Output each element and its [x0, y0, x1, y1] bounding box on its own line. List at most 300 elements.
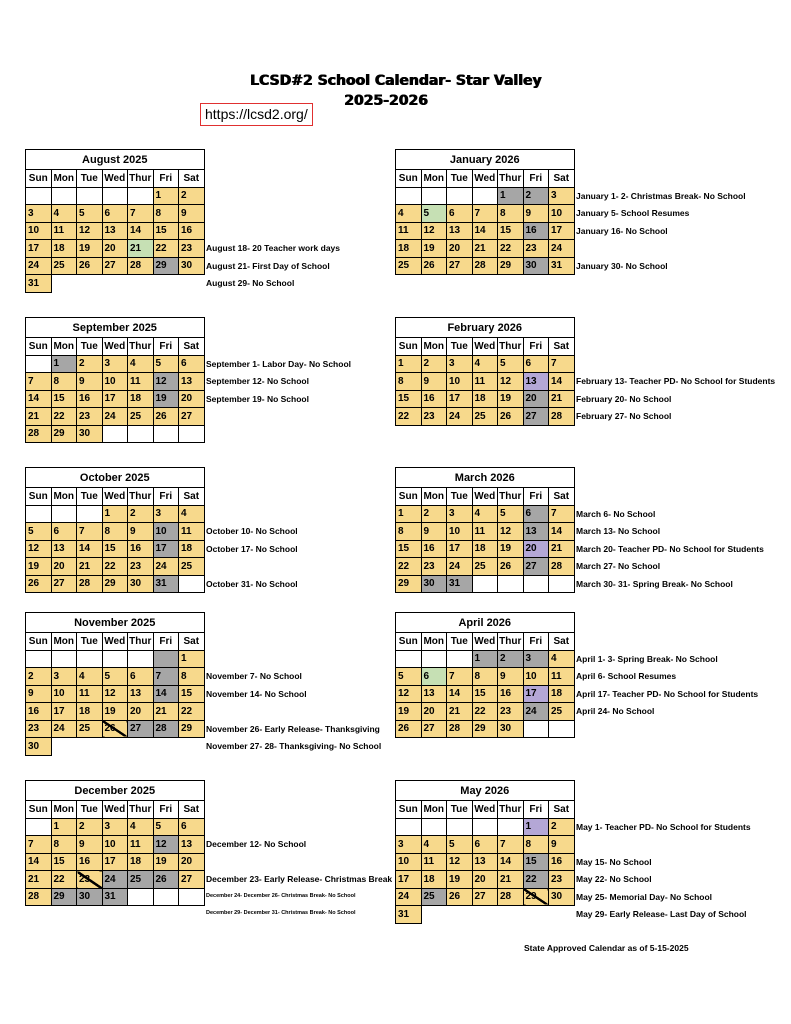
- day-cell: 30: [77, 425, 103, 443]
- day-cell: [77, 650, 103, 668]
- day-cell: 29: [51, 425, 77, 443]
- weekday-header: Sat: [179, 170, 205, 188]
- day-cell: 27: [102, 257, 128, 275]
- day-cell: 26: [447, 888, 473, 906]
- day-cell: 17: [51, 703, 77, 721]
- weekday-header: Tue: [447, 801, 473, 819]
- day-cell: 4: [179, 505, 205, 523]
- day-cell: 5: [153, 355, 179, 373]
- day-cell: 8: [51, 836, 77, 854]
- week-row: [396, 240, 575, 258]
- day-cell: 3: [102, 818, 128, 836]
- day-cell: 13: [447, 222, 473, 240]
- day-cell: 20: [179, 390, 205, 408]
- weekday-header: Thur: [128, 801, 154, 819]
- weekday-header: Wed: [472, 633, 498, 651]
- day-cell: 23: [498, 703, 524, 721]
- day-cell: 29: [523, 888, 549, 906]
- day-cell: 13: [179, 373, 205, 391]
- day-cell: 30: [128, 575, 154, 593]
- week-row: [396, 222, 575, 240]
- day-cell: 28: [26, 425, 52, 443]
- weekday-header: Sun: [26, 338, 52, 356]
- day-cell: 6: [447, 205, 473, 223]
- day-cell: 12: [498, 523, 524, 541]
- day-cell: 24: [51, 720, 77, 738]
- weekday-header: Wed: [472, 338, 498, 356]
- day-cell: 16: [77, 853, 103, 871]
- day-cell: 19: [153, 390, 179, 408]
- weekday-header: Tue: [447, 170, 473, 188]
- calendar-title: LCSD#2 School Calendar- Star Valley: [250, 73, 542, 89]
- day-cell: 12: [447, 853, 473, 871]
- day-cell: [128, 187, 154, 205]
- calendar-note: October 17- No School: [206, 543, 298, 554]
- day-cell: 26: [421, 257, 447, 275]
- day-cell: 20: [523, 390, 549, 408]
- day-cell: 4: [128, 355, 154, 373]
- day-cell: 18: [77, 703, 103, 721]
- month-calendar-2: [25, 467, 205, 593]
- day-cell: 11: [128, 836, 154, 854]
- calendar-note: January 30- No School: [576, 260, 668, 271]
- month-title: May 2026: [396, 781, 575, 801]
- day-cell: 27: [421, 720, 447, 738]
- day-cell: [26, 650, 52, 668]
- day-cell: 9: [77, 373, 103, 391]
- day-cell: 5: [498, 355, 524, 373]
- month-title: September 2025: [26, 318, 205, 338]
- weekday-header: Fri: [153, 633, 179, 651]
- day-cell: 11: [77, 685, 103, 703]
- weekday-header: Tue: [447, 633, 473, 651]
- day-cell: [447, 650, 473, 668]
- weekday-header: Thur: [128, 488, 154, 506]
- day-cell: 31: [396, 906, 422, 924]
- week-row: [26, 540, 205, 558]
- day-cell: 23: [523, 240, 549, 258]
- calendar-note: January 16- No School: [576, 225, 668, 236]
- day-cell: 7: [549, 505, 575, 523]
- day-cell: 9: [498, 668, 524, 686]
- day-cell: [549, 720, 575, 738]
- week-row: [26, 373, 205, 391]
- day-cell: 16: [421, 390, 447, 408]
- weekday-header: Mon: [51, 170, 77, 188]
- day-cell: 3: [549, 187, 575, 205]
- calendar-note: September 12- No School: [206, 376, 309, 386]
- calendar-note: February 27- No School: [576, 411, 672, 421]
- day-cell: 5: [153, 818, 179, 836]
- month-title: March 2026: [396, 468, 575, 488]
- day-cell: 23: [26, 720, 52, 738]
- day-cell: 28: [498, 888, 524, 906]
- day-cell: 22: [472, 703, 498, 721]
- day-cell: 25: [179, 558, 205, 576]
- day-cell: 28: [472, 257, 498, 275]
- day-cell: 23: [128, 558, 154, 576]
- school-year: 2025-2026: [344, 93, 428, 109]
- weekday-header: Thur: [498, 338, 524, 356]
- calendar-note: May 22- No School: [576, 874, 652, 884]
- day-cell: 11: [549, 668, 575, 686]
- weekday-header: Wed: [472, 801, 498, 819]
- day-cell: 1: [179, 650, 205, 668]
- calendar-note: December 12- No School: [206, 839, 307, 849]
- day-cell: [396, 818, 422, 836]
- day-cell: 14: [447, 685, 473, 703]
- calendar-note: April 1- 3- Spring Break- No School: [576, 653, 718, 664]
- day-cell: 6: [179, 355, 205, 373]
- calendar-note: October 31- No School: [206, 578, 298, 589]
- weekday-header: Tue: [77, 338, 103, 356]
- day-cell: 20: [179, 853, 205, 871]
- day-cell: 23: [77, 408, 103, 426]
- day-cell: 28: [549, 558, 575, 576]
- week-row: [26, 668, 205, 686]
- day-cell: 6: [421, 668, 447, 686]
- day-cell: 14: [128, 222, 154, 240]
- day-cell: 17: [447, 390, 473, 408]
- day-cell: [153, 888, 179, 906]
- day-cell: 29: [472, 720, 498, 738]
- day-cell: 20: [102, 240, 128, 258]
- weekday-header: Sat: [549, 633, 575, 651]
- day-cell: 12: [102, 685, 128, 703]
- day-cell: 8: [153, 205, 179, 223]
- month-calendar-1: [25, 317, 205, 443]
- day-cell: 22: [523, 871, 549, 889]
- calendar-note: March 27- No School: [576, 561, 661, 571]
- day-cell: 18: [179, 540, 205, 558]
- week-row: [396, 871, 575, 889]
- weekday-header: Sun: [26, 801, 52, 819]
- day-cell: 11: [179, 523, 205, 541]
- day-cell: 14: [498, 853, 524, 871]
- day-cell: 23: [549, 871, 575, 889]
- weekday-header: Wed: [472, 170, 498, 188]
- day-cell: 8: [498, 205, 524, 223]
- day-cell: 14: [26, 853, 52, 871]
- day-cell: 21: [447, 703, 473, 721]
- day-cell: 10: [26, 222, 52, 240]
- day-cell: 7: [153, 668, 179, 686]
- day-cell: 29: [153, 257, 179, 275]
- weekday-header: Sun: [396, 170, 422, 188]
- day-cell: 15: [51, 390, 77, 408]
- day-cell: 19: [421, 240, 447, 258]
- day-cell: 28: [549, 408, 575, 426]
- day-cell: 12: [153, 836, 179, 854]
- week-row: [26, 205, 205, 223]
- day-cell: 6: [523, 355, 549, 373]
- weekday-header: Fri: [523, 801, 549, 819]
- day-cell: 19: [153, 853, 179, 871]
- day-cell: 9: [549, 836, 575, 854]
- day-cell: 1: [472, 650, 498, 668]
- calendar-note: January 1- 2- Christmas Break- No School: [576, 190, 746, 201]
- week-row: [26, 425, 205, 443]
- day-cell: [26, 355, 52, 373]
- day-cell: 22: [51, 871, 77, 889]
- day-cell: 4: [396, 205, 422, 223]
- week-row: [26, 836, 205, 854]
- day-cell: 6: [472, 836, 498, 854]
- weekday-header: Fri: [523, 170, 549, 188]
- day-cell: 23: [421, 408, 447, 426]
- calendar-note: April 17- Teacher PD- No School for Students: [576, 688, 759, 699]
- day-cell: 21: [153, 703, 179, 721]
- day-cell: 28: [447, 720, 473, 738]
- day-cell: [128, 650, 154, 668]
- day-cell: 3: [26, 205, 52, 223]
- day-cell: 19: [498, 540, 524, 558]
- day-cell: 10: [523, 668, 549, 686]
- day-cell: 1: [51, 818, 77, 836]
- day-cell: 6: [128, 668, 154, 686]
- day-cell: 20: [128, 703, 154, 721]
- week-row: [26, 575, 205, 593]
- day-cell: 3: [523, 650, 549, 668]
- day-cell: [498, 575, 524, 593]
- day-cell: 27: [472, 888, 498, 906]
- day-cell: 4: [549, 650, 575, 668]
- week-row: [396, 408, 575, 426]
- weekday-header: Sun: [396, 801, 422, 819]
- day-cell: [447, 187, 473, 205]
- week-row: [26, 650, 205, 668]
- day-cell: 31: [447, 575, 473, 593]
- day-cell: 9: [77, 836, 103, 854]
- weekday-header: Sat: [179, 633, 205, 651]
- day-cell: 18: [472, 540, 498, 558]
- day-cell: 3: [51, 668, 77, 686]
- day-cell: 14: [549, 373, 575, 391]
- day-cell: 15: [396, 390, 422, 408]
- day-cell: 17: [447, 540, 473, 558]
- day-cell: 22: [102, 558, 128, 576]
- weekday-header: Sun: [396, 633, 422, 651]
- calendar-note: September 19- No School: [206, 393, 309, 404]
- day-cell: 13: [51, 540, 77, 558]
- day-cell: [26, 187, 52, 205]
- week-row: [26, 888, 205, 906]
- day-cell: 22: [498, 240, 524, 258]
- day-cell: 15: [498, 222, 524, 240]
- day-cell: 21: [549, 540, 575, 558]
- day-cell: 15: [102, 540, 128, 558]
- weekday-header: Mon: [51, 488, 77, 506]
- calendar-note: October 10- No School: [206, 526, 298, 536]
- day-cell: 11: [421, 853, 447, 871]
- district-website-link[interactable]: https://lcsd2.org/: [200, 103, 313, 126]
- day-cell: 18: [549, 685, 575, 703]
- week-row: [396, 355, 575, 373]
- day-cell: 17: [153, 540, 179, 558]
- day-cell: 19: [498, 390, 524, 408]
- weekday-header: Mon: [51, 801, 77, 819]
- day-cell: 13: [128, 685, 154, 703]
- day-cell: 7: [77, 523, 103, 541]
- day-cell: 27: [179, 871, 205, 889]
- day-cell: 30: [26, 738, 52, 756]
- day-cell: 8: [51, 373, 77, 391]
- weekday-header: Wed: [102, 170, 128, 188]
- weekday-header: Tue: [447, 488, 473, 506]
- day-cell: 31: [26, 275, 52, 293]
- day-cell: 13: [523, 373, 549, 391]
- day-cell: [421, 818, 447, 836]
- day-cell: 2: [523, 187, 549, 205]
- day-cell: 21: [26, 871, 52, 889]
- day-cell: [472, 575, 498, 593]
- day-cell: 2: [26, 668, 52, 686]
- day-cell: 8: [523, 836, 549, 854]
- day-cell: 18: [128, 853, 154, 871]
- day-cell: 22: [153, 240, 179, 258]
- day-cell: 2: [128, 505, 154, 523]
- day-cell: 10: [549, 205, 575, 223]
- month-calendar-5: [395, 149, 575, 275]
- weekday-header: Mon: [51, 338, 77, 356]
- week-row: [396, 685, 575, 703]
- weekday-header: Mon: [421, 633, 447, 651]
- day-cell: 2: [498, 650, 524, 668]
- day-cell: [153, 650, 179, 668]
- day-cell: [498, 818, 524, 836]
- calendar-note: August 21- First Day of School: [206, 260, 330, 271]
- day-cell: 20: [51, 558, 77, 576]
- week-row: [396, 906, 575, 924]
- day-cell: 18: [421, 871, 447, 889]
- day-cell: 13: [179, 836, 205, 854]
- week-row: [396, 703, 575, 721]
- weekday-header: Fri: [523, 633, 549, 651]
- day-cell: 20: [447, 240, 473, 258]
- day-cell: 26: [498, 558, 524, 576]
- day-cell: 11: [128, 373, 154, 391]
- day-cell: 27: [128, 720, 154, 738]
- day-cell: 24: [26, 257, 52, 275]
- day-cell: 3: [396, 836, 422, 854]
- day-cell: 12: [396, 685, 422, 703]
- day-cell: 30: [549, 888, 575, 906]
- day-cell: 4: [128, 818, 154, 836]
- day-cell: 27: [523, 558, 549, 576]
- day-cell: [102, 425, 128, 443]
- day-cell: 16: [523, 222, 549, 240]
- calendar-note: March 6- No School: [576, 508, 656, 519]
- day-cell: 24: [102, 871, 128, 889]
- day-cell: 17: [396, 871, 422, 889]
- week-row: [26, 390, 205, 408]
- weekday-header: Wed: [102, 801, 128, 819]
- calendar-note: December 29- December 31- Christmas Break- No School: [206, 910, 356, 916]
- day-cell: 17: [26, 240, 52, 258]
- day-cell: 21: [472, 240, 498, 258]
- day-cell: 11: [472, 523, 498, 541]
- weekday-header: Wed: [472, 488, 498, 506]
- day-cell: [396, 650, 422, 668]
- day-cell: 25: [51, 257, 77, 275]
- week-row: [396, 257, 575, 275]
- day-cell: 31: [549, 257, 575, 275]
- day-cell: 18: [128, 390, 154, 408]
- day-cell: 3: [447, 355, 473, 373]
- weekday-header: Sun: [26, 488, 52, 506]
- month-title: October 2025: [26, 468, 205, 488]
- day-cell: 2: [77, 818, 103, 836]
- day-cell: 21: [128, 240, 154, 258]
- month-title: November 2025: [26, 613, 205, 633]
- day-cell: 17: [102, 390, 128, 408]
- week-row: [396, 187, 575, 205]
- weekday-header: Fri: [153, 170, 179, 188]
- calendar-note: May 29- Early Release- Last Day of School: [576, 909, 747, 919]
- day-cell: 7: [26, 373, 52, 391]
- day-cell: 16: [549, 853, 575, 871]
- day-cell: 26: [153, 871, 179, 889]
- week-row: [26, 222, 205, 240]
- approval-footer: State Approved Calendar as of 5-15-2025: [524, 943, 689, 953]
- day-cell: 15: [179, 685, 205, 703]
- day-cell: 25: [77, 720, 103, 738]
- day-cell: 19: [26, 558, 52, 576]
- day-cell: 6: [523, 505, 549, 523]
- week-row: [396, 575, 575, 593]
- day-cell: 25: [421, 888, 447, 906]
- month-title: February 2026: [396, 318, 575, 338]
- day-cell: 29: [102, 575, 128, 593]
- week-row: [26, 275, 205, 293]
- day-cell: 2: [421, 505, 447, 523]
- week-row: [396, 558, 575, 576]
- day-cell: [26, 818, 52, 836]
- day-cell: 23: [77, 871, 103, 889]
- day-cell: [523, 720, 549, 738]
- day-cell: 12: [421, 222, 447, 240]
- week-row: [26, 720, 205, 738]
- day-cell: [472, 818, 498, 836]
- day-cell: 9: [523, 205, 549, 223]
- day-cell: 18: [472, 390, 498, 408]
- day-cell: 24: [396, 888, 422, 906]
- day-cell: 2: [421, 355, 447, 373]
- day-cell: 3: [447, 505, 473, 523]
- day-cell: 7: [26, 836, 52, 854]
- day-cell: 24: [102, 408, 128, 426]
- day-cell: 17: [102, 853, 128, 871]
- day-cell: [179, 888, 205, 906]
- week-row: [396, 650, 575, 668]
- day-cell: 7: [549, 355, 575, 373]
- day-cell: [396, 187, 422, 205]
- day-cell: 19: [447, 871, 473, 889]
- week-row: [26, 355, 205, 373]
- day-cell: 5: [77, 205, 103, 223]
- day-cell: 24: [153, 558, 179, 576]
- day-cell: 22: [179, 703, 205, 721]
- month-title: December 2025: [26, 781, 205, 801]
- day-cell: 12: [26, 540, 52, 558]
- weekday-header: Thur: [498, 801, 524, 819]
- day-cell: [102, 650, 128, 668]
- day-cell: 4: [421, 836, 447, 854]
- day-cell: 12: [77, 222, 103, 240]
- day-cell: [421, 650, 447, 668]
- day-cell: 25: [128, 871, 154, 889]
- day-cell: 26: [396, 720, 422, 738]
